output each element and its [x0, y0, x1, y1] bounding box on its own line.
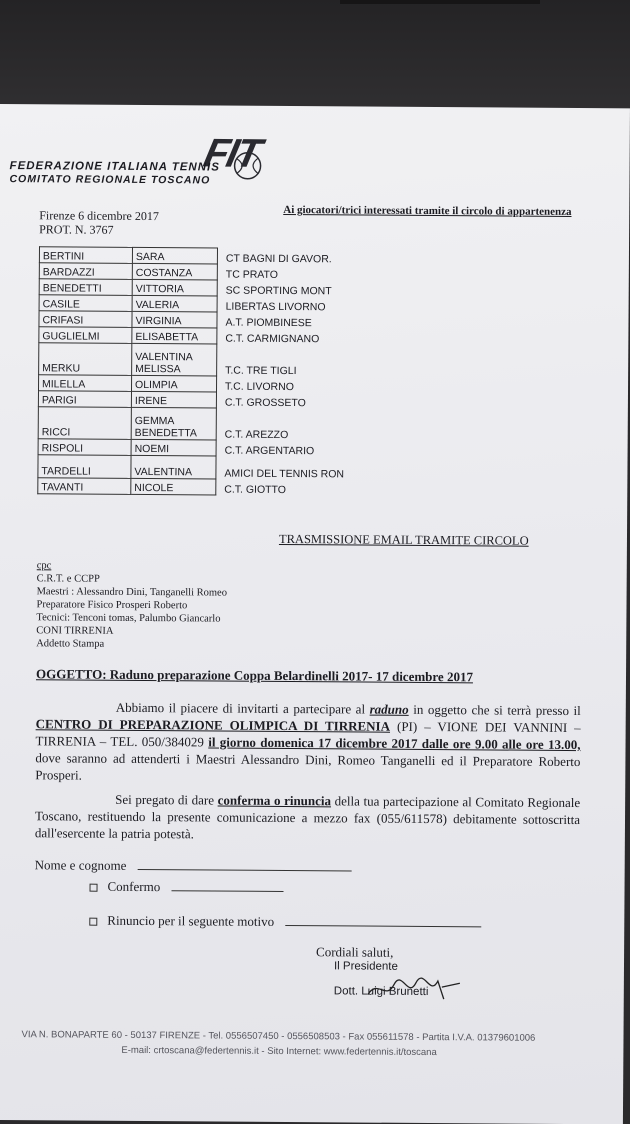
player-surname: GUGLIELMI — [39, 327, 132, 344]
player-name: SARA — [132, 247, 217, 264]
player-club: CT BAGNI DI GAVOR. — [225, 252, 332, 265]
committee-name: COMITATO REGIONALE TOSCANO — [9, 173, 211, 187]
letter-page — [0, 104, 630, 1124]
cc-line: Preparatore Fisico Prosperi Roberto — [36, 599, 188, 612]
player-surname: CASILE — [39, 295, 132, 312]
player-name: VIRGINIA — [132, 311, 217, 328]
player-surname: MILELLA — [38, 375, 131, 392]
text-run: conferma o rinuncia — [217, 792, 332, 809]
player-surname: BERTINI — [39, 247, 132, 264]
confirm-blank[interactable] — [171, 878, 283, 892]
player-name-line: MELISSA — [135, 362, 181, 376]
renounce-checkbox[interactable] — [89, 918, 97, 926]
text-run: Sei pregato di dare — [115, 791, 218, 808]
device-edge — [340, 0, 540, 4]
confirm-label: Confermo — [107, 878, 161, 895]
player-surname: TARDELLI — [38, 455, 131, 479]
text-run: (PI) – VIONE DEI VANNINI – TIRRENIA – TEL. 050/384029 — [35, 718, 581, 750]
table-row — [38, 478, 408, 497]
table-row — [38, 407, 408, 442]
player-name: VALENTINA — [131, 455, 216, 479]
protocol-number: PROT. N. 3767 — [39, 222, 114, 237]
player-name: VALERIA — [132, 295, 217, 312]
player-name: COSTANZA — [132, 263, 217, 280]
federation-name: FEDERAZIONE ITALIANA TENNIS — [9, 160, 220, 174]
player-club: C.T. GROSSETO — [224, 396, 306, 409]
player-surname: BENEDETTI — [39, 279, 132, 296]
player-club: LIBERTAS LIVORNO — [225, 300, 326, 313]
cc-line: Maestri : Alessandro Dini, Tanganelli Romeo — [36, 586, 228, 599]
player-club: TC PRATO — [225, 268, 278, 281]
text-run: in oggetto che si terrà presso il — [408, 701, 581, 719]
player-club: C.T. ARGENTARIO — [224, 444, 315, 457]
confirm-row — [89, 878, 283, 896]
player-name: ELISABETTA — [132, 327, 217, 344]
player-name-line: BENEDETTA — [134, 426, 197, 440]
renounce-label: Rinuncio per il seguente motivo — [107, 912, 275, 929]
cc-line: Tecnici: Tenconi tomas, Palumbo Giancarlo — [36, 612, 221, 625]
transmission-note: TRASMISSIONE EMAIL TRAMITE CIRCOLO — [278, 531, 529, 548]
player-name — [131, 407, 216, 440]
name-label: Nome e cognome — [34, 857, 127, 873]
cc-label: cpc — [36, 560, 52, 572]
signatory-role: Il Presidente — [333, 960, 398, 973]
letter-date: Firenze 6 dicembre 2017 — [39, 208, 159, 224]
footer-contacts: E-mail: crtoscana@federtennis.it - Sito Internet: www.federtennis.it/toscana — [121, 1044, 437, 1059]
player-surname: MERKU — [39, 343, 132, 376]
player-name: OLIMPIA — [131, 375, 216, 392]
table-row — [39, 343, 409, 378]
text-run: dove saranno ad attenderti i Maestri Alessandro Dini, Romeo Tanganelli ed il Preparatore Roberto Prosperi. — [35, 750, 581, 783]
player-name — [132, 343, 217, 376]
body-paragraph-1 — [35, 698, 581, 787]
player-club: A.T. PIOMBINESE — [225, 316, 312, 329]
player-surname: BARDAZZI — [39, 263, 132, 280]
player-club: SC SPORTING MONT — [225, 284, 332, 297]
cc-line: CONI TIRRENIA — [36, 625, 114, 637]
cc-line: Addetto Stampa — [36, 638, 105, 650]
name-blank[interactable] — [138, 857, 352, 871]
text-run: Abbiamo il piacere di invitarti a partecipare al — [115, 699, 370, 717]
table-row — [38, 455, 408, 481]
name-field-row — [35, 856, 352, 875]
text-run: raduno — [369, 701, 409, 717]
player-surname: TAVANTI — [38, 478, 131, 495]
players-table — [37, 246, 410, 497]
greeting: Cordiali saluti, — [316, 944, 394, 960]
player-club: C.T. CARMIGNANO — [225, 332, 320, 345]
subject-line: OGGETTO: Raduno preparazione Coppa Belardinelli 2017- 17 dicembre 2017 — [35, 666, 474, 685]
text-run: CENTRO DI PREPARAZIONE OLIMPICA DI TIRRENIA — [35, 716, 391, 734]
confirm-checkbox[interactable] — [90, 884, 98, 892]
player-club: C.T. AREZZO — [224, 428, 289, 441]
renounce-row — [89, 912, 481, 932]
text-run: della tua partecipazione al Comitato Regionale Toscano, restituendo la presente comunicazione a mezzo fax (055/611578) debitamente sottoscritta dall'esercente la patria potestà. — [34, 793, 581, 842]
player-surname: PARIGI — [38, 391, 131, 408]
player-name-line: GEMMA — [134, 414, 175, 428]
signature-scribble — [364, 973, 464, 1006]
table-row — [39, 327, 409, 346]
player-name: NICOLE — [131, 478, 216, 495]
cc-line: C.R.T. e CCPP — [36, 573, 100, 585]
player-name: NOEMI — [131, 439, 216, 456]
table-row — [39, 279, 409, 298]
renounce-blank[interactable] — [285, 913, 481, 927]
player-club: T.C. LIVORNO — [224, 380, 294, 393]
player-surname: CRIFASI — [39, 311, 132, 328]
player-club: AMICI DEL TENNIS RON — [224, 467, 345, 480]
player-surname: RISPOLI — [38, 439, 131, 456]
player-club: T.C. TRE TIGLI — [225, 364, 297, 377]
player-name: IRENE — [131, 391, 216, 408]
recipients-line: Ai giocatori/trici interessati tramite il circolo di appartenenza — [283, 203, 572, 218]
fit-logo: FIT — [199, 131, 264, 176]
signatory-name: Dott. Luigi Brunetti — [333, 985, 429, 999]
player-name: VITTORIA — [132, 279, 217, 296]
text-run: il giorno domenica 17 dicembre 2017 dalle ore 9.00 alle ore 13.00, — [208, 734, 581, 753]
tennis-ball-icon — [231, 150, 263, 182]
player-club: C.T. GIOTTO — [224, 483, 287, 496]
body-paragraph-2 — [35, 790, 580, 845]
player-name-line: VALENTINA — [135, 350, 193, 364]
player-surname: RICCI — [38, 407, 131, 440]
background-surface — [0, 0, 630, 110]
footer-address: VIA N. BONAPARTE 60 - 50137 FIRENZE - Tel. 0556507450 - 0556508503 - Fax 055611578 - Partita I.V.A. 01379601006 — [21, 1029, 536, 1044]
